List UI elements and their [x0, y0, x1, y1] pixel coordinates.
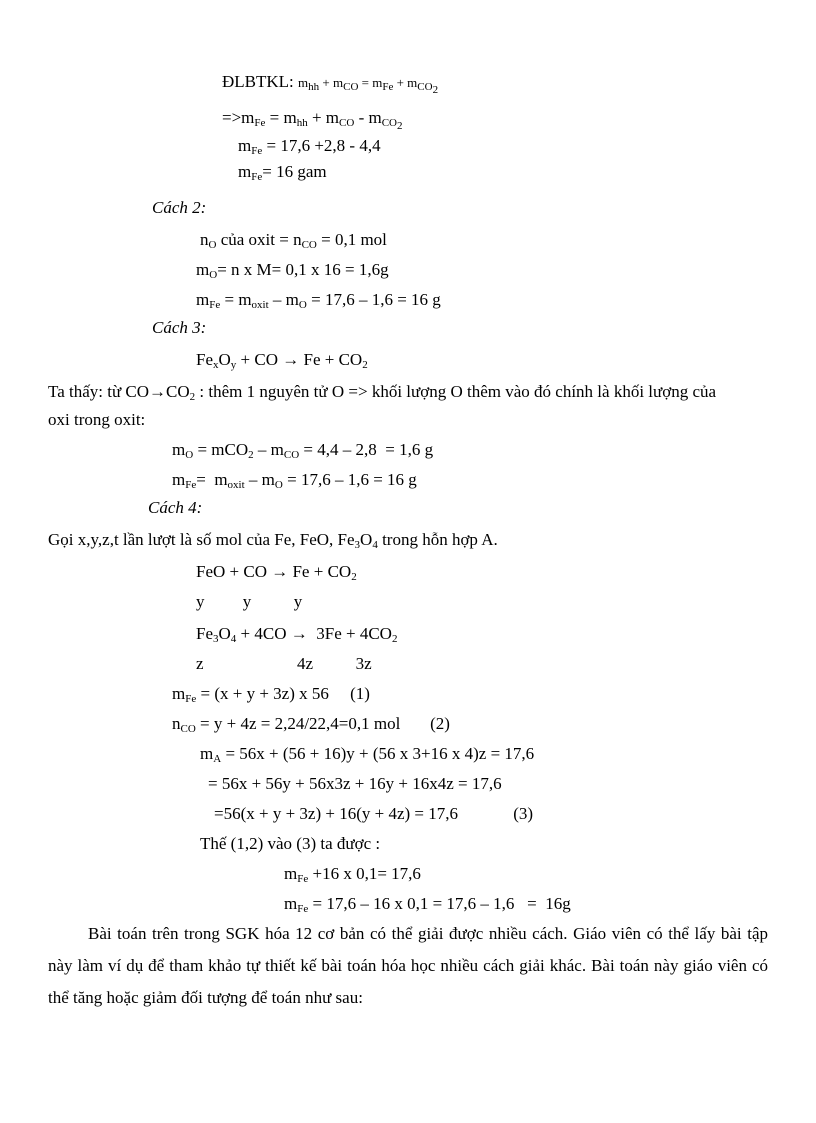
eq-ma: $m_A = 56x + (56 + 16)y + (56$ x 3+16 x 4)z = 17,6 [200, 744, 535, 765]
eq-reaction-fe3o4: $Fe_3O_4 + 4CO \to 3Fe + 4CO_2$ [196, 624, 398, 645]
eq-fe3o4-moles: z 4z 3z [196, 654, 372, 673]
heading-cach-3: Cách 3: [152, 318, 207, 337]
eq-final: $m_{Fe} = 17,6 - 16$ x 0,1 = 17,6 – 1,6 = 16g [284, 894, 571, 915]
eq-ma-expand: = 56x + 56y + 56x3z + 16y + 16x4z = 17,6 [208, 774, 502, 793]
eq-reaction-fexoy: $Fe_xO_y$ + CO → $Fe + CO_2$ [196, 350, 368, 371]
eq-sub: $m_{Fe} +16$ x 0,1= 17,6 [284, 864, 421, 885]
text-oxi-trong-oxit: oxi trong oxit: [48, 410, 146, 429]
eq-3: =56(x + y + 3z) + 16(y + 4z) = 17,6 (3) [214, 804, 534, 823]
text-the: Thế (1,2) vào (3) ta được : [200, 834, 381, 853]
eq-no-oxit: $n_O$ của oxit = $n_{CO} = 0,1$ mol [200, 230, 387, 251]
heading-cach-4: Cách 4: [148, 498, 203, 517]
eq-mfe-cach3: $m_{Fe}= m_{oxit} - m_O = 17,6 - 1,6 = 16$ g [172, 470, 417, 491]
heading-cach-2: Cách 2: [152, 198, 207, 217]
eq-feo-moles: y y y [196, 592, 303, 611]
eq-1: $m_{Fe} = (x + y + 3z)$ x 56 (1) [172, 684, 370, 705]
eq-mfe-values: $m_{Fe} = 17,6 +2,8 - 4,4$ [238, 136, 381, 157]
eq-mo-cach3: $m_O = mCO_2 - m_{CO} = 4,4 - 2,8 = 1,6$ g [172, 440, 434, 461]
paragraph-conclusion: Bài toán trên trong SGK hóa 12 cơ bản có thể giải được nhiều cách. Giáo viên có thể lấy bài tập này làm ví dụ để tham khảo tự thiết kế bài toán hóa học nhiều cách giải khác. Bài toán này giáo viên có thể tăng hoặc giảm đối tượng để toán như sau: [48, 924, 768, 1007]
eq-mfe-result: $m_{Fe}= 16$ gam [238, 162, 327, 183]
text-goi: Gọi x,y,z,t lần lượt là số mol của Fe, FeO, $Fe_3O_4$ trong hỗn hợp A. [48, 530, 498, 551]
eq-mfe-cach2: $m_{Fe} = m_{oxit} - m_O = 17,6 - 1,6 = 16$ g [196, 290, 441, 311]
eq-mo: $m_O= n$ x M= 0,1 x 16 = 1,6g [196, 260, 389, 281]
eq-mfe-formula: $=>m_{Fe} = m_{hh} + m_{CO} - m_{CO_2}$ [222, 108, 403, 132]
eq-2: $n_{CO} = y + 4z = 2,24/22,4=0,1$ mol (2) [172, 714, 450, 735]
eq-dlbtkl: ĐLBTKL: $m_{hh} + m_{CO} = m_{Fe} + m_{CO_2}$ [222, 72, 439, 96]
text-ta-thay: Ta thấy: từ $CO\to CO_2$ : thêm 1 nguyên tử O => khối lượng O thêm vào đó chính là khối lượng của [48, 382, 717, 403]
eq-reaction-feo: FeO + CO → $Fe + CO_2$ [196, 562, 357, 583]
